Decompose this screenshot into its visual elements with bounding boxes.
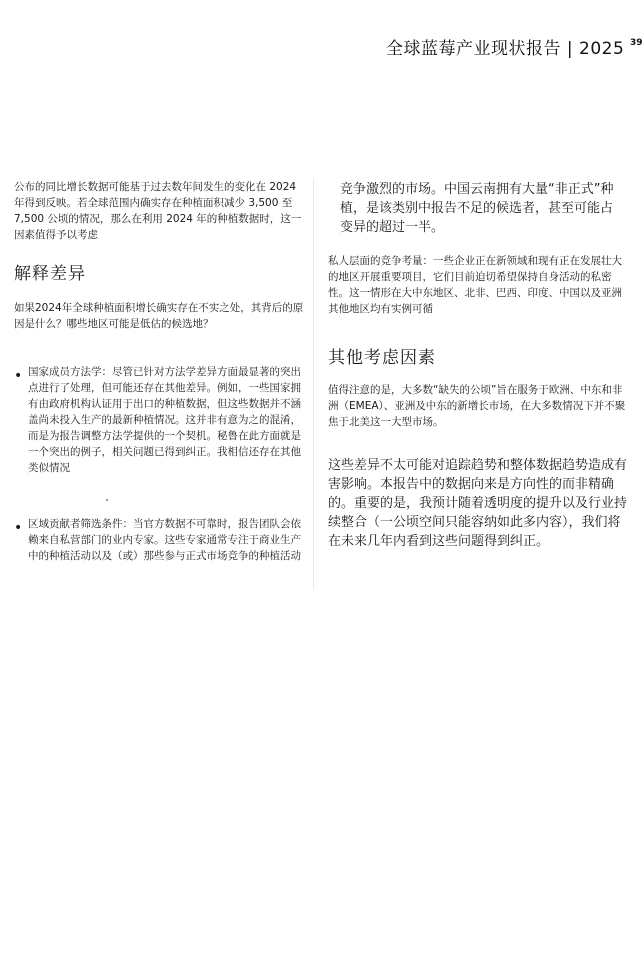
page-number: 39 xyxy=(630,38,643,48)
intro-paragraph: 公布的同比增长数据可能基于过去数年间发生的变化在 2024 年得到反映。若全球范围内确实存在种植面积减少 3,500 至 7,500 公顷的情况，那么在利用 2024 年的种植数据时，这一因素值得予以考虑 xyxy=(14,181,302,241)
stray-dot xyxy=(106,499,108,501)
conclusion-paragraph: 这些差异不太可能对追踪趋势和整体数据趋势造成有害影响。本报告中的数据向来是方向性的而非精确的。重要的是，我预计随着透明度的提升以及行业持续整合（一公顷空间只能容纳如此多内容），我们将在未来几年内看到这些问题得到纠正。 xyxy=(328,458,628,549)
column-divider xyxy=(313,178,314,590)
bullet-item-regional-contributor-criteria xyxy=(14,516,304,564)
report-running-title: 全球蓝莓产业现状报告 | 2025 xyxy=(386,39,625,59)
bullet-icon: • xyxy=(14,520,23,536)
section-heading-explaining-differences: 解释差异 xyxy=(14,264,86,284)
section-heading-other-considerations: 其他考虑因素 xyxy=(328,348,436,368)
bullet-text: 国家成员方法学：尽管已针对方法学差异方面最显著的突出点进行了处理，但可能还存在其他差异。例如，一些国家拥有由政府机构认证用于出口的种植数据，但这些数据并不涵盖尚未投入生产的最新种植情况。这并非有意为之的混淆，而是为报告调整方法学提供的一个契机。秘鲁在此方面就是一个突出的例子，相关问题已得到纠正。我相信还存在其他类似情况 xyxy=(28,366,301,474)
question-paragraph: 如果2024年全球种植面积增长确实存在不实之处，其背后的原因是什么？哪些地区可能是低估的候选地？ xyxy=(14,302,304,330)
bullet-text: 区域贡献者筛选条件：当官方数据不可靠时，报告团队会依赖来自私营部门的业内专家。这些专家通常专注于商业生产中的种植活动以及（或）那些参与正式市场竞争的种植活动 xyxy=(28,518,301,562)
bullet-icon: • xyxy=(14,368,23,384)
left-column xyxy=(14,179,304,564)
missing-hectares-paragraph: 值得注意的是，大多数“缺失的公顷”旨在服务于欧洲、中东和非洲（EMEA）、亚洲及中东的新增长市场，在大多数情况下并不聚焦于北美这一大型市场。 xyxy=(328,384,626,428)
continuation-paragraph: 竞争激烈的市场。中国云南拥有大量“非正式”种植，是该类别中报告不足的候选者，甚至可能占变异的超过一半。 xyxy=(340,182,614,235)
bullet-item-national-methodology xyxy=(14,364,304,476)
private-competition-paragraph: 私人层面的竞争考量：一些企业正在新领域和现有正在发展壮大的地区开展重要项目，它们目前迫切希望保持自身活动的私密性。这一情形在大中东地区、北非、巴西、印度、中国以及亚洲其他地区均有实例可循 xyxy=(328,255,622,315)
right-column xyxy=(328,180,628,551)
